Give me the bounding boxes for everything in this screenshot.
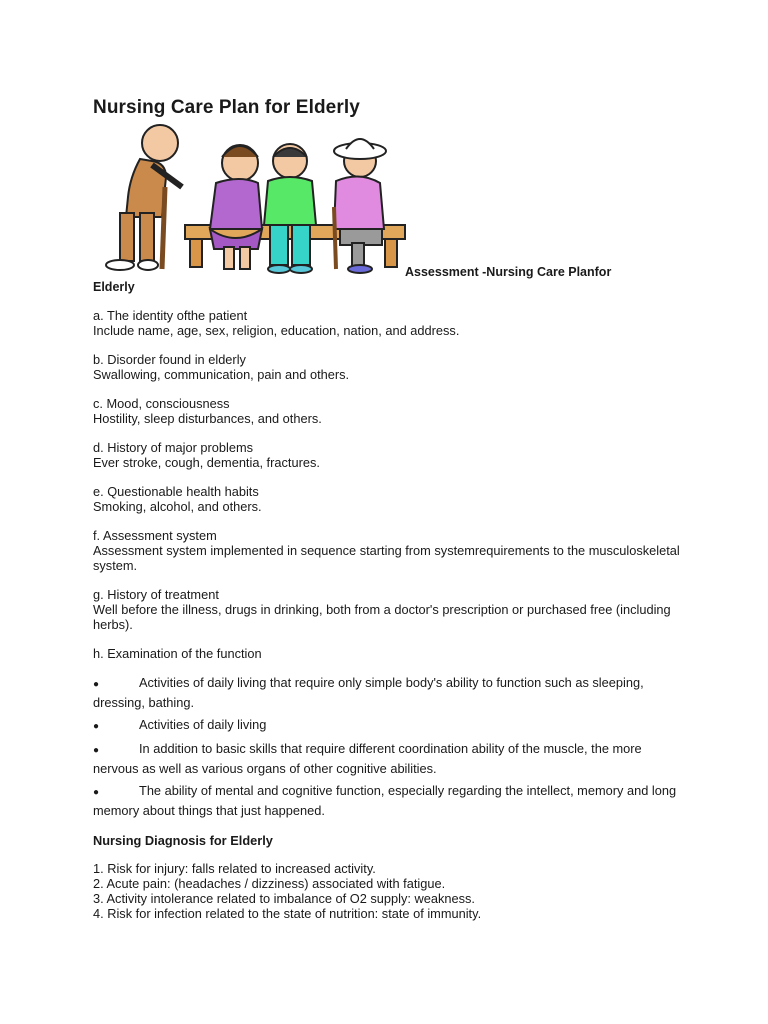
woman-purple-figure — [210, 145, 262, 269]
diagnosis-heading: Nursing Diagnosis for Elderly — [93, 832, 273, 848]
section-text: Include name, age, sex, religion, education, nation, and address. — [93, 322, 460, 338]
list-item — [93, 740, 683, 778]
section-text: Well before the illness, drugs in drinking, both from a doctor's prescription or purchased free (including herbs). — [93, 601, 671, 632]
section-heading: d. History of major problems — [93, 440, 254, 456]
section-text: Smoking, alcohol, and others. — [93, 499, 262, 515]
list-item: 4. Risk for infection related to the state of nutrition: state of immunity. — [93, 905, 482, 921]
woman-hat-figure — [334, 139, 386, 273]
section-heading: a. The identity ofthe patient — [93, 308, 248, 323]
assessment-heading-line1: Assessment -Nursing Care Planfor — [405, 265, 612, 279]
bullet-text: Activities of daily living — [139, 716, 267, 732]
section-text: Assessment system implemented in sequence starting from systemrequirements to the musculoskeletal system. — [93, 543, 680, 573]
function-bullet-list — [93, 674, 683, 820]
section-a — [93, 309, 683, 338]
old-man-figure — [106, 125, 182, 270]
section-heading: b. Disorder found in elderly — [93, 352, 246, 368]
list-item — [93, 674, 683, 712]
diagnosis-list — [93, 862, 683, 921]
section-c — [93, 397, 683, 426]
elderly-group-illustration — [90, 117, 410, 277]
list-item — [93, 716, 683, 736]
section-d — [93, 441, 683, 470]
list-item: 1. Risk for injury: falls related to increased activity. — [93, 861, 376, 877]
page-title: Nursing Care Plan for Elderly — [93, 97, 360, 118]
section-e — [93, 485, 683, 514]
section-heading: h. Examination of the function — [93, 646, 262, 662]
section-h — [93, 647, 683, 662]
bullet-icon: ● — [93, 786, 100, 798]
section-heading: e. Questionable health habits — [93, 484, 259, 500]
bullet-text: The ability of mental and cognitive function, especially regarding the intellect, memory and long memory about things that just happened. — [93, 782, 677, 818]
bullet-text: In addition to basic skills that require different coordination ability of the muscle, the more nervous as well as various organs of other cognitive abilities. — [93, 740, 642, 776]
section-heading: c. Mood, consciousness — [93, 396, 230, 412]
bullet-text: Activities of daily living that require only simple body's ability to function such as sleeping, dressing, bathing. — [93, 674, 644, 710]
list-item — [93, 782, 683, 820]
section-f — [93, 529, 683, 573]
bullet-icon: ● — [93, 678, 100, 690]
document-body — [93, 309, 683, 922]
bullet-icon: ● — [93, 720, 100, 732]
section-g — [93, 588, 683, 632]
man-green-figure — [264, 144, 316, 273]
section-b — [93, 353, 683, 382]
bullet-icon: ● — [93, 744, 100, 756]
list-item: 3. Activity intolerance related to imbalance of O2 supply: weakness. — [93, 891, 475, 907]
assessment-heading — [93, 265, 653, 295]
section-heading: f. Assessment system — [93, 528, 217, 544]
section-text: Swallowing, communication, pain and others. — [93, 366, 350, 382]
section-heading: g. History of treatment — [93, 587, 219, 603]
assessment-heading-line2: Elderly — [93, 280, 135, 294]
section-text: Hostility, sleep disturbances, and others. — [93, 410, 322, 426]
list-item: 2. Acute pain: (headaches / dizziness) associated with fatigue. — [93, 876, 446, 892]
section-text: Ever stroke, cough, dementia, fractures. — [93, 454, 320, 470]
